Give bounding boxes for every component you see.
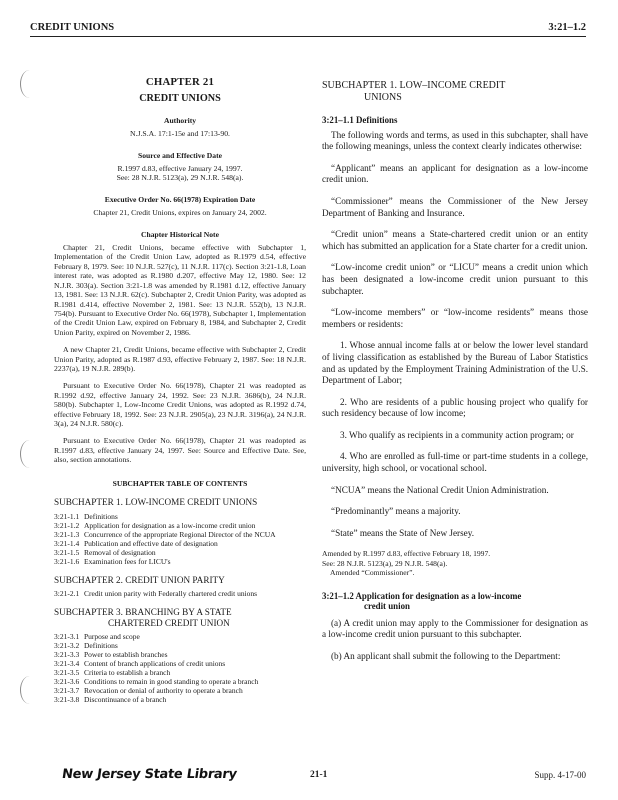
toc-entry-number: 3:21-3.8 (54, 695, 80, 705)
section-heading-line: 3:21–1.2 Application for designation as a low-income (322, 591, 522, 602)
subchapter-heading-line: SUBCHAPTER 1. LOW–INCOME CREDIT (322, 80, 506, 91)
page-footer (62, 769, 586, 785)
chapter-title: CREDIT UNIONS (139, 93, 221, 105)
toc-entry-title: Publication and effective date of designation (84, 538, 218, 548)
toc-entry-number: 3:21-1.4 (54, 538, 80, 548)
toc-entry-number: 3:21-1.5 (54, 547, 80, 557)
toc-entry (54, 589, 306, 598)
amendment-note: See: 28 N.J.R. 5123(a), 29 N.J.R. 548(a). (322, 558, 448, 568)
toc-entry-number: 3:21-1.3 (54, 529, 80, 539)
definition-predominantly: “Predominantly” means a majority. (331, 506, 461, 517)
toc-entry-number: 3:21-3.2 (54, 641, 80, 651)
list-item: 1. Whose annual income falls at or below the lower level standard of living classification as established by the Bureau of Labor Statistics and as updated by the Employment Training Administration of the U.S. Department of Labor; (322, 340, 588, 386)
toc-entry-title: Application for designation as a low-income credit union (84, 520, 256, 530)
toc-list (54, 512, 306, 566)
definition-applicant: “Applicant” means an applicant for designation as a low-income credit union. (322, 162, 588, 185)
toc-entry-title: Discontinuance of a branch (84, 695, 167, 705)
punch-hole-mark (20, 676, 39, 704)
definition-low-income-members: “Low-income members” or “low-income residents” means those members or residents: (322, 307, 588, 329)
supplement-date: Supp. 4-17-00 (534, 770, 586, 780)
toc-entry-title: Purpose and scope (84, 632, 140, 642)
toc-entry-number: 3:21-1.1 (54, 511, 80, 521)
toc-entry-title: Revocation or denial of authority to operate a branch (84, 686, 243, 696)
toc-entry-number: 3:21-3.3 (54, 650, 80, 660)
toc-entry-title: Concurrence of the appropriate Regional Director of the NCUA (84, 529, 276, 539)
authority-heading: Authority (163, 115, 197, 125)
historical-note-paragraph: A new Chapter 21, Credit Unions, became effective with Subchapter 2, Credit Union Parity, adopted as R.1987 d.93, effective February 2, 1987. See: 18 N.J.R. 2237(a), 19 N.J.R. 289(b). (54, 345, 306, 373)
toc-heading: SUBCHAPTER TABLE OF CONTENTS (112, 478, 248, 488)
list-item: 2. Who are residents of a public housing project who qualify for such residency because of low income; (322, 396, 588, 419)
amendment-note: Amended “Commissioner”. (330, 567, 415, 577)
toc-entry (54, 512, 306, 521)
toc-entry-number: 3:21-3.1 (54, 632, 80, 642)
definition-credit-union: “Credit union” means a State-chartered credit union or an entity which has submitted an application for a State charter for a credit union. (322, 229, 588, 251)
toc-entry-title: Examination fees for LICU's (84, 556, 171, 566)
toc-entry (54, 668, 306, 677)
toc-entry (54, 632, 306, 641)
toc-entry-number: 3:21-2.1 (54, 589, 80, 599)
exec-order-text: Chapter 21, Credit Unions, expires on January 24, 2002. (93, 208, 267, 218)
toc-entry (54, 650, 306, 659)
toc-entry-number: 3:21-1.2 (54, 520, 80, 530)
toc-entry-title: Definitions (84, 511, 118, 521)
amendment-note: Amended by R.1997 d.83, effective February 18, 1997. (322, 549, 491, 559)
section-heading-line: credit union (364, 601, 410, 612)
toc-entry (54, 557, 306, 566)
library-logo: New Jersey State Library (60, 767, 238, 782)
toc-entry-number: 3:21-1.6 (54, 556, 80, 566)
toc-entry-title: Definitions (84, 641, 118, 651)
header-section-number: 3:21–1.2 (548, 22, 586, 33)
toc-subchapter-title: SUBCHAPTER 1. LOW-INCOME CREDIT UNIONS (54, 497, 258, 507)
toc-entry (54, 530, 306, 539)
toc-entry (54, 686, 306, 695)
right-column (322, 72, 588, 663)
definition-state: “State” means the State of New Jersey. (331, 527, 475, 538)
toc-entry-title: Criteria to establish a branch (84, 668, 171, 678)
toc-subchapter-title (54, 607, 306, 628)
punch-hole-mark (20, 70, 39, 98)
toc-subchapter-title-line: CHARTERED CREDIT UNION (108, 617, 230, 628)
toc-subchapter-title-line: SUBCHAPTER 3. BRANCHING BY A STATE (54, 607, 232, 618)
historical-note-paragraph: Pursuant to Executive Order No. 66(1978), Chapter 21 was readopted as R.1992 d.92, effective January 24, 1992. See: 23 N.J.R. 3686(b), 24 N.J.R. 580(b). Subchapter 1, Low-Income Credit Unions, was adopted as R.1992 d.74, effective February 18, 1992. See: 23 N.J.R. 2905(a), 23 N.J.R. 3196(a), 24 N.J.R. 3(a), 24 N.J.R. 580(c). (54, 381, 306, 428)
list-item: 3. Who qualify as recipients in a community action program; or (340, 429, 574, 440)
toc-entry (54, 641, 306, 650)
historical-note-paragraph: Chapter 21, Credit Unions, became effective with Subchapter 1, Implementation of the Credit Union Law, adopted as R.1979 d.54, effective February 8, 1979. See: 10 N.J.R. 527(c), 11 N.J.R. 117(c). Section 3:21-1.8, Loan interest rate, was adopted as R.1980 d.207, effective May 12, 1980. See: 12 N.J.R. 303(a). Section 3:21-1.8 was amended by R.1981 d.12, effective January 13, 1981. See: 13 N.J.R. 62(c). Subchapter 2, Credit Union Parity, was adopted as R.1981 d.414, effective November 2, 1981. See: 13 N.J.R. 552(b), 13 N.J.R. 754(b). Pursuant to Executive Order No. 66(1978), Subchapter 1, Implementation of the Credit Union Law, expired on February 8, 1984, and Subchapter 2, Credit Union Parity, expired on November 2, 1986. (54, 243, 306, 337)
definition-licu: “Low-income credit union” or “LICU” means a credit union which has been designated a low-income credit union pursuant to this subchapter. (322, 262, 588, 296)
running-header (30, 20, 586, 37)
page-number: 21-1 (310, 770, 328, 780)
section-heading (322, 591, 588, 612)
historical-note-paragraph: Pursuant to Executive Order No. 66(1978), Chapter 21 was readopted as R.1997 d.83, effective January 24, 1997. See: Source and Effective Date. See, also, section annotations. (54, 436, 306, 465)
toc-entry-number: 3:21-3.7 (54, 686, 80, 696)
toc-entry-title: Removal of designation (84, 547, 156, 557)
toc-entry-title: Power to establish branches (84, 650, 168, 660)
toc-list (54, 589, 306, 598)
source-heading: Source and Effective Date (137, 150, 222, 160)
toc-entry-number: 3:21-3.5 (54, 668, 80, 678)
historical-note-heading: Chapter Historical Note (141, 229, 219, 239)
left-column (54, 72, 306, 704)
toc-entry (54, 521, 306, 530)
toc-entry-title: Content of branch applications of credit unions (84, 659, 226, 669)
punch-hole-mark (20, 440, 39, 468)
exec-order-heading: Executive Order No. 66(1978) Expiration Date (104, 194, 256, 204)
subchapter-heading-line: UNIONS (364, 91, 402, 103)
toc-subchapter-title: SUBCHAPTER 2. CREDIT UNION PARITY (54, 574, 225, 585)
authority-text: N.J.S.A. 17:1-15e and 17:13-90. (130, 129, 230, 139)
source-line: See: 28 N.J.R. 5123(a), 29 N.J.R. 548(a). (116, 173, 244, 183)
toc-entry (54, 695, 306, 704)
source-line: R.1997 d.83, effective January 24, 1997. (117, 164, 243, 174)
list-item: 4. Who are enrolled as full-time or part-time students in a college, university, high school, or vocational school. (322, 451, 588, 474)
toc-entry-title: Credit union parity with Federally chartered credit unions (84, 589, 258, 599)
definition-ncua: “NCUA” means the National Credit Union Administration. (331, 484, 549, 495)
section-heading: 3:21–1.1 Definitions (322, 115, 398, 126)
toc-entry (54, 659, 306, 668)
header-chapter-title: CREDIT UNIONS (30, 22, 115, 33)
toc-entry (54, 548, 306, 557)
toc-entry-number: 3:21-3.6 (54, 677, 80, 687)
chapter-number: CHAPTER 21 (145, 76, 215, 88)
body-paragraph: (b) An applicant shall submit the following to the Department: (331, 651, 561, 662)
body-paragraph: (a) A credit union may apply to the Commissioner for designation as a low-income credit union pursuant to this subchapter. (322, 617, 588, 640)
toc-entry-title: Conditions to remain in good standing to operate a branch (84, 677, 259, 687)
toc-list (54, 632, 306, 704)
body-paragraph: The following words and terms, as used in this subchapter, shall have the following meanings, unless the context clearly indicates otherwise: (322, 129, 588, 152)
toc-entry-number: 3:21-3.4 (54, 659, 80, 669)
toc-entry (54, 539, 306, 548)
subchapter-heading (322, 80, 588, 103)
toc-entry (54, 677, 306, 686)
definition-commissioner: “Commissioner” means the Commissioner of the New Jersey Department of Banking and Insurance. (322, 195, 588, 218)
